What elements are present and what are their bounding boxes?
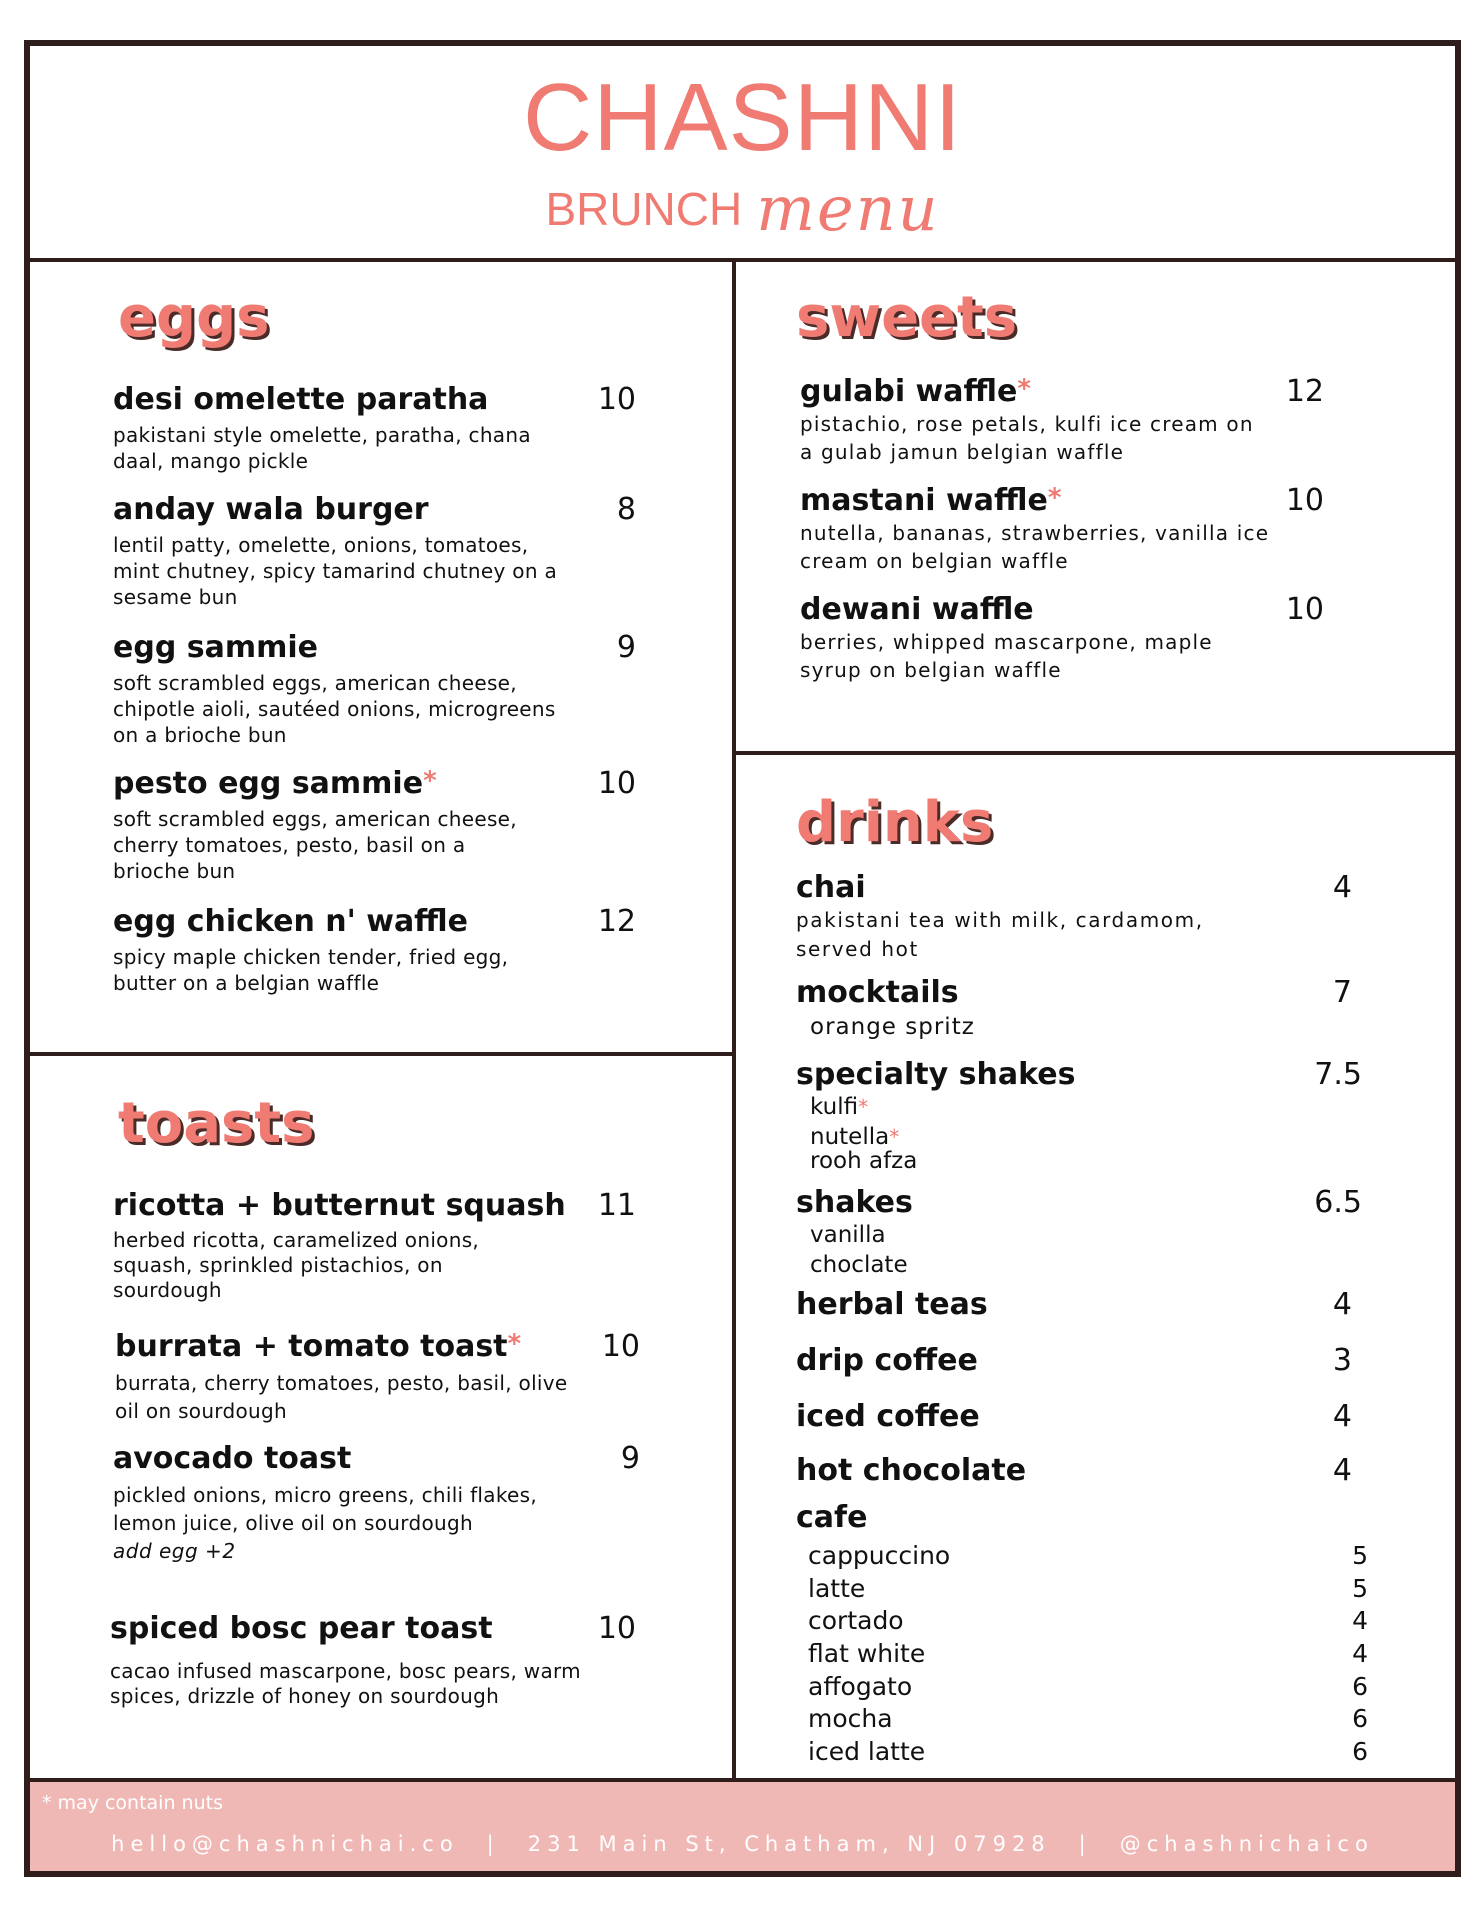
menu-subtitle [30, 172, 1455, 245]
menu-header [30, 46, 1455, 258]
item-name: pesto egg sammie* [113, 766, 437, 801]
item-price: 5 [1352, 1541, 1368, 1570]
item-name: mocktails [796, 975, 959, 1010]
item-price: 6 [1352, 1704, 1368, 1733]
menu-item [115, 1330, 595, 1425]
item-price: 11 [597, 1188, 636, 1223]
item-name: dewani waffle [800, 592, 1034, 627]
item-price: 6 [1352, 1672, 1368, 1701]
contact-separator: | [486, 1832, 500, 1856]
item-addon: add egg +2 [113, 1538, 236, 1563]
item-price: 4 [1332, 1453, 1352, 1488]
menu-item [800, 484, 1270, 575]
item-name: latte [808, 1574, 866, 1603]
item-name: burrata + tomato toast* [115, 1329, 522, 1364]
contact-social-handle[interactable]: @chashnichaico [1119, 1832, 1374, 1856]
item-name: drip coffee [796, 1343, 978, 1378]
item-price: 9 [616, 630, 636, 665]
item-name: anday wala burger [113, 492, 429, 527]
item-option: kulfi* [810, 1093, 869, 1120]
item-name: iced latte [808, 1737, 926, 1766]
column-divider [732, 262, 736, 1782]
menu-item [796, 1454, 1026, 1489]
menu-item [796, 1344, 978, 1379]
eggs-toasts-divider [30, 1052, 732, 1056]
header-divider [30, 258, 1455, 262]
item-price: 7 [1332, 975, 1352, 1010]
section-title-sweets: sweets [796, 285, 1018, 350]
item-price: 4 [1352, 1639, 1368, 1668]
item-price: 10 [1285, 483, 1324, 518]
item-description: berries, whipped mascarpone, maple syrup on belgian waffle [800, 629, 1213, 682]
nut-allergy-star: * [1047, 483, 1062, 513]
item-name: ricotta + butternut squash [113, 1188, 566, 1223]
item-name: affogato [808, 1672, 913, 1701]
item-description: herbed ricotta, caramelized onions, squash, sprinkled pistachios, on sourdough [113, 1227, 480, 1302]
item-name: mocha [808, 1704, 893, 1733]
item-description: nutella, bananas, strawberries, vanilla ice cream on belgian waffle [800, 520, 1270, 573]
item-description: pakistani style omelette, paratha, chana daal, mango pickle [113, 422, 531, 473]
item-description: lentil patty, omelette, onions, tomatoes, mint chutney, spicy tamarind chutney on a sesame bun [113, 532, 558, 609]
item-price: 10 [597, 382, 636, 417]
menu-item [113, 905, 573, 996]
item-price: 9 [620, 1441, 640, 1476]
contact-address: 231 Main St, Chatham, NJ 07928 [527, 1832, 1051, 1856]
item-description: soft scrambled eggs, american cheese, chipotle aioli, sautéed onions, microgreens on a brioche bun [113, 670, 556, 747]
item-price: 3 [1332, 1343, 1352, 1378]
item-option: rooh afza [810, 1147, 918, 1174]
item-name: specialty shakes [796, 1057, 1076, 1092]
subtitle-brunch: BRUNCH [545, 183, 743, 235]
item-name: chai [796, 870, 866, 905]
sweets-drinks-divider [736, 751, 1455, 755]
item-price: 4 [1332, 1287, 1352, 1322]
section-title-toasts: toasts [118, 1091, 315, 1156]
item-price: 6.5 [1314, 1185, 1362, 1220]
menu-item [113, 1189, 593, 1303]
item-name: egg chicken n' waffle [113, 904, 469, 939]
item-price: 4 [1352, 1606, 1368, 1635]
section-title-eggs: eggs [118, 285, 270, 350]
item-description: pakistani tea with milk, cardamom, served hot [796, 907, 1204, 961]
item-description: pickled onions, micro greens, chili flakes, lemon juice, olive oil on sourdough [113, 1482, 537, 1535]
menu-item [800, 375, 1270, 466]
item-name: egg sammie [113, 630, 318, 665]
nut-allergy-star: * [858, 1094, 869, 1119]
item-name: cafe [796, 1500, 868, 1535]
item-name: flat white [808, 1639, 926, 1668]
item-price: 6 [1352, 1737, 1368, 1766]
item-price: 4 [1332, 1399, 1352, 1434]
item-name: iced coffee [796, 1399, 980, 1434]
item-description: burrata, cherry tomatoes, pesto, basil, olive oil on sourdough [115, 1370, 568, 1423]
menu-item [113, 767, 573, 884]
item-price: 10 [597, 1611, 636, 1646]
menu-item [796, 1288, 988, 1323]
menu-item [796, 1186, 1316, 1279]
nut-allergy-star: * [1017, 374, 1031, 404]
item-name: desi omelette paratha [113, 382, 489, 417]
menu-item [800, 593, 1270, 684]
item-option: orange spritz [810, 1013, 975, 1040]
item-name: cappuccino [808, 1541, 951, 1570]
menu-item [113, 383, 573, 474]
item-price: 12 [1285, 374, 1324, 409]
menu-item [113, 1442, 593, 1563]
nut-allergy-note: * may contain nuts [42, 1792, 223, 1814]
item-description: cacao infused mascarpone, bosc pears, warm spices, drizzle of honey on sourdough [110, 1658, 581, 1708]
item-price: 4 [1332, 870, 1352, 905]
contact-separator: | [1078, 1832, 1092, 1856]
brand-title: CHASHNI [522, 64, 963, 171]
item-option: vanilla [810, 1221, 886, 1248]
item-price: 8 [616, 492, 636, 527]
item-description: soft scrambled eggs, american cheese, cherry tomatoes, pesto, basil on a brioche bun [113, 806, 517, 883]
item-name: herbal teas [796, 1287, 988, 1322]
menu-item [113, 631, 573, 748]
item-price: 12 [597, 904, 636, 939]
item-name: hot chocolate [796, 1453, 1027, 1488]
contact-line [30, 1832, 1455, 1856]
menu-item [796, 1058, 1316, 1175]
item-price: 10 [1285, 592, 1324, 627]
nut-allergy-star: * [507, 1329, 522, 1359]
subtitle-menu-script: menu [756, 172, 940, 245]
section-title-drinks: drinks [796, 790, 994, 855]
item-price: 7.5 [1314, 1057, 1362, 1092]
item-name: spiced bosc pear toast [110, 1611, 493, 1646]
menu-item [113, 493, 573, 610]
item-price: 5 [1352, 1574, 1368, 1603]
item-price: 10 [597, 766, 636, 801]
item-name: cortado [808, 1606, 904, 1635]
item-price: 10 [601, 1329, 640, 1364]
menu-item [110, 1612, 600, 1709]
item-description: pistachio, rose petals, kulfi ice cream on a gulab jamun belgian waffle [800, 411, 1254, 464]
menu-footer [30, 1782, 1455, 1871]
item-option: choclate [810, 1251, 908, 1278]
item-name: mastani waffle* [800, 483, 1062, 518]
item-description: spicy maple chicken tender, fried egg, butter on a belgian waffle [113, 944, 509, 995]
item-name: gulabi waffle* [800, 374, 1031, 409]
menu-item [796, 871, 1316, 964]
contact-email[interactable]: hello@chashnichai.co [111, 1832, 459, 1856]
menu-item [796, 1501, 867, 1536]
item-name: avocado toast [113, 1441, 352, 1476]
menu-item [796, 1400, 980, 1435]
nut-allergy-star: * [889, 1124, 900, 1149]
menu-item [796, 976, 1316, 1041]
nut-allergy-star: * [423, 766, 437, 796]
item-name: shakes [796, 1185, 913, 1220]
item-option: nutella* [810, 1123, 900, 1150]
